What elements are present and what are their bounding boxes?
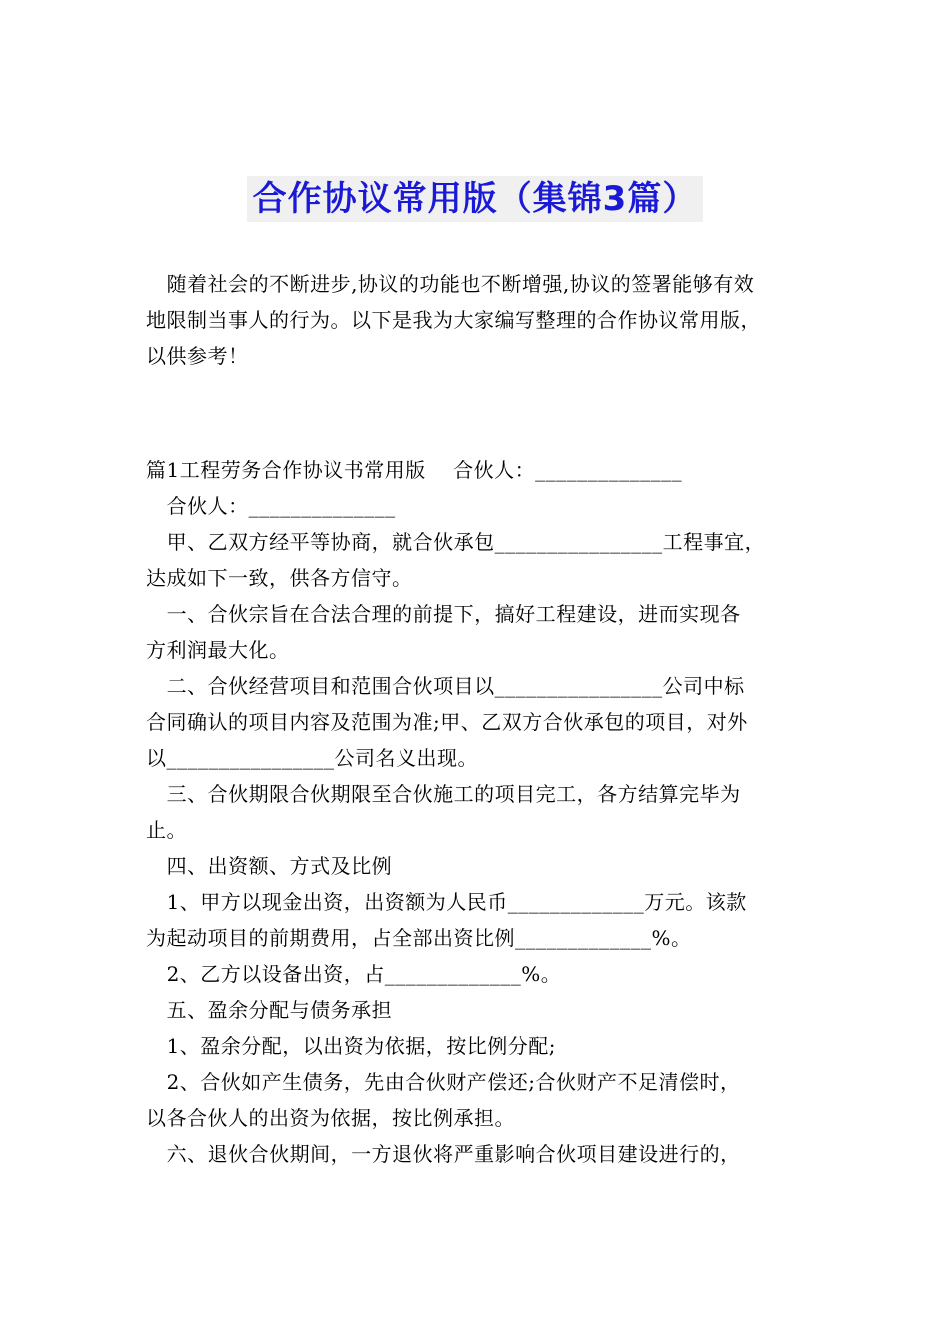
- body-line: 2、合伙如产生债务，先由合伙财产偿还;合伙财产不足清偿时，: [146, 1070, 741, 1094]
- body-line: 二、合伙经营项目和范围合伙项目以________________公司中标: [146, 674, 745, 698]
- body-line: 以各合伙人的出资为依据，按比例承担。: [146, 1106, 515, 1130]
- document-title: 合作协议常用版（集锦3篇）: [247, 176, 704, 222]
- body-line: 合同确认的项目内容及范围为准;甲、乙双方合伙承包的项目，对外: [146, 710, 748, 734]
- body-line: 为起动项目的前期费用，占全部出资比例_____________%。: [146, 926, 692, 950]
- body-line: 2、乙方以设备出资，占_____________%。: [146, 962, 562, 986]
- body-line: 以________________公司名义出现。: [146, 746, 478, 770]
- body-line: 篇1工程劳务合作协议书常用版 合伙人：______________: [146, 458, 683, 482]
- body-line: 1、盈余分配，以出资为依据，按比例分配;: [146, 1034, 557, 1058]
- body-line: 1、甲方以现金出资，出资额为人民币_____________万元。该款: [146, 890, 747, 914]
- intro-line: 随着社会的不断进步,协议的功能也不断增强,协议的签署能够有效: [146, 272, 755, 296]
- body-line: 止。: [146, 818, 187, 842]
- body-line: 甲、乙双方经平等协商，就合伙承包________________工程事宜，: [146, 530, 766, 554]
- body-line: 五、盈余分配与债务承担: [146, 998, 393, 1022]
- body-line: 六、退伙合伙期间，一方退伙将严重影响合伙项目建设进行的，: [146, 1142, 741, 1166]
- body-line: 方利润最大化。: [146, 638, 290, 662]
- title-wrap: [0, 176, 950, 222]
- intro-line: 以供参考！: [146, 344, 249, 368]
- body-line: 达成如下一致，供各方信守。: [146, 566, 413, 590]
- body-line: 三、合伙期限合伙期限至合伙施工的项目完工，各方结算完毕为: [146, 782, 741, 806]
- agreement-body: [146, 452, 814, 1172]
- body-line: 四、出资额、方式及比例: [146, 854, 393, 878]
- intro-paragraph: [146, 266, 814, 374]
- intro-line: 地限制当事人的行为。以下是我为大家编写整理的合作协议常用版，: [146, 308, 761, 332]
- body-line: 一、合伙宗旨在合法合理的前提下，搞好工程建设，进而实现各: [146, 602, 741, 626]
- body-line: 合伙人：______________: [146, 494, 396, 518]
